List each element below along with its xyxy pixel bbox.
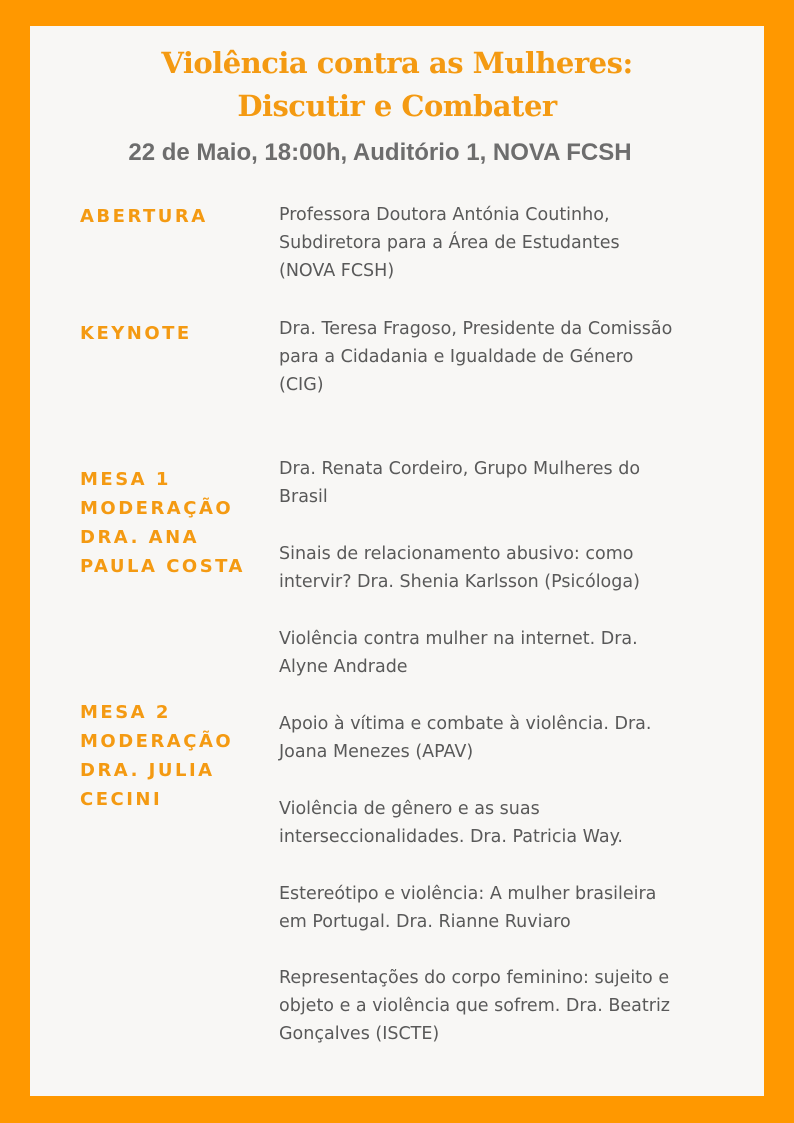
section-label-line: ABERTURA xyxy=(80,206,208,227)
event-date-location: 22 de Maio, 18:00h, Auditório 1, NOVA FCSH xyxy=(128,139,632,166)
entry-line: Dra. Teresa Fragoso, Presidente da Comissão xyxy=(279,319,673,339)
talk-item xyxy=(279,795,749,851)
section-label-line: KEYNOTE xyxy=(80,323,192,344)
talk-item xyxy=(279,625,749,681)
talk-item xyxy=(279,540,749,596)
entry-line: intervir? Dra. Shenia Karlsson (Psicóloga) xyxy=(279,572,640,592)
section-label-abertura xyxy=(80,202,280,231)
entry-line: Violência de gênero e as suas xyxy=(279,799,540,819)
section-label-line: MODERAÇÃO xyxy=(80,498,234,519)
entry-line: Sinais de relacionamento abusivo: como xyxy=(279,544,634,564)
entry-line: Dra. Renata Cordeiro, Grupo Mulheres do xyxy=(279,459,641,479)
entry-line: interseccionalidades. Dra. Patricia Way. xyxy=(279,827,623,847)
talk-item xyxy=(279,455,749,511)
entry-line: para a Cidadania e Igualdade de Género xyxy=(279,347,634,367)
entry-line: Alyne Andrade xyxy=(279,657,408,677)
section-label-mesa-2 xyxy=(80,698,280,814)
entry-line: (NOVA FCSH) xyxy=(279,261,395,281)
entry-line: Representações do corpo feminino: sujeito e xyxy=(279,968,670,988)
entry-line: Brasil xyxy=(279,487,328,507)
entry-line: Professora Doutora Antónia Coutinho, xyxy=(279,205,610,225)
talk-item xyxy=(279,964,749,1048)
section-label-line: MODERAÇÃO xyxy=(80,731,234,752)
entry-line: Apoio à vítima e combate à violência. Dra. xyxy=(279,714,652,734)
section-label-keynote xyxy=(80,319,280,348)
entry-line: (CIG) xyxy=(279,375,324,395)
entry-line: objeto e a violência que sofrem. Dra. Beatriz xyxy=(279,996,670,1016)
section-label-line: PAULA COSTA xyxy=(80,556,245,577)
section-label-line: CECINI xyxy=(80,789,163,810)
keynote-speaker xyxy=(279,315,749,399)
section-label-line: MESA 1 xyxy=(80,469,171,490)
entry-line: em Portugal. Dra. Rianne Ruviaro xyxy=(279,912,571,932)
talk-item xyxy=(279,710,749,766)
entry-line: Gonçalves (ISCTE) xyxy=(279,1024,440,1044)
entry-line: Estereótipo e violência: A mulher brasileira xyxy=(279,884,657,904)
talk-item xyxy=(279,880,749,936)
section-label-line: DRA. JULIA xyxy=(80,760,215,781)
section-label-line: DRA. ANA xyxy=(80,527,200,548)
section-label-mesa-1 xyxy=(80,465,280,581)
entry-line: Subdiretora para a Área de Estudantes xyxy=(279,233,620,253)
section-label-line: MESA 2 xyxy=(80,702,171,723)
abertura-speaker xyxy=(279,201,749,285)
entry-line: Joana Menezes (APAV) xyxy=(279,742,474,762)
event-title-line-1: Violência contra as Mulheres: xyxy=(161,46,633,80)
event-title-line-2: Discutir e Combater xyxy=(237,89,557,123)
entry-line: Violência contra mulher na internet. Dra. xyxy=(279,629,638,649)
program-sheet xyxy=(30,26,764,1096)
